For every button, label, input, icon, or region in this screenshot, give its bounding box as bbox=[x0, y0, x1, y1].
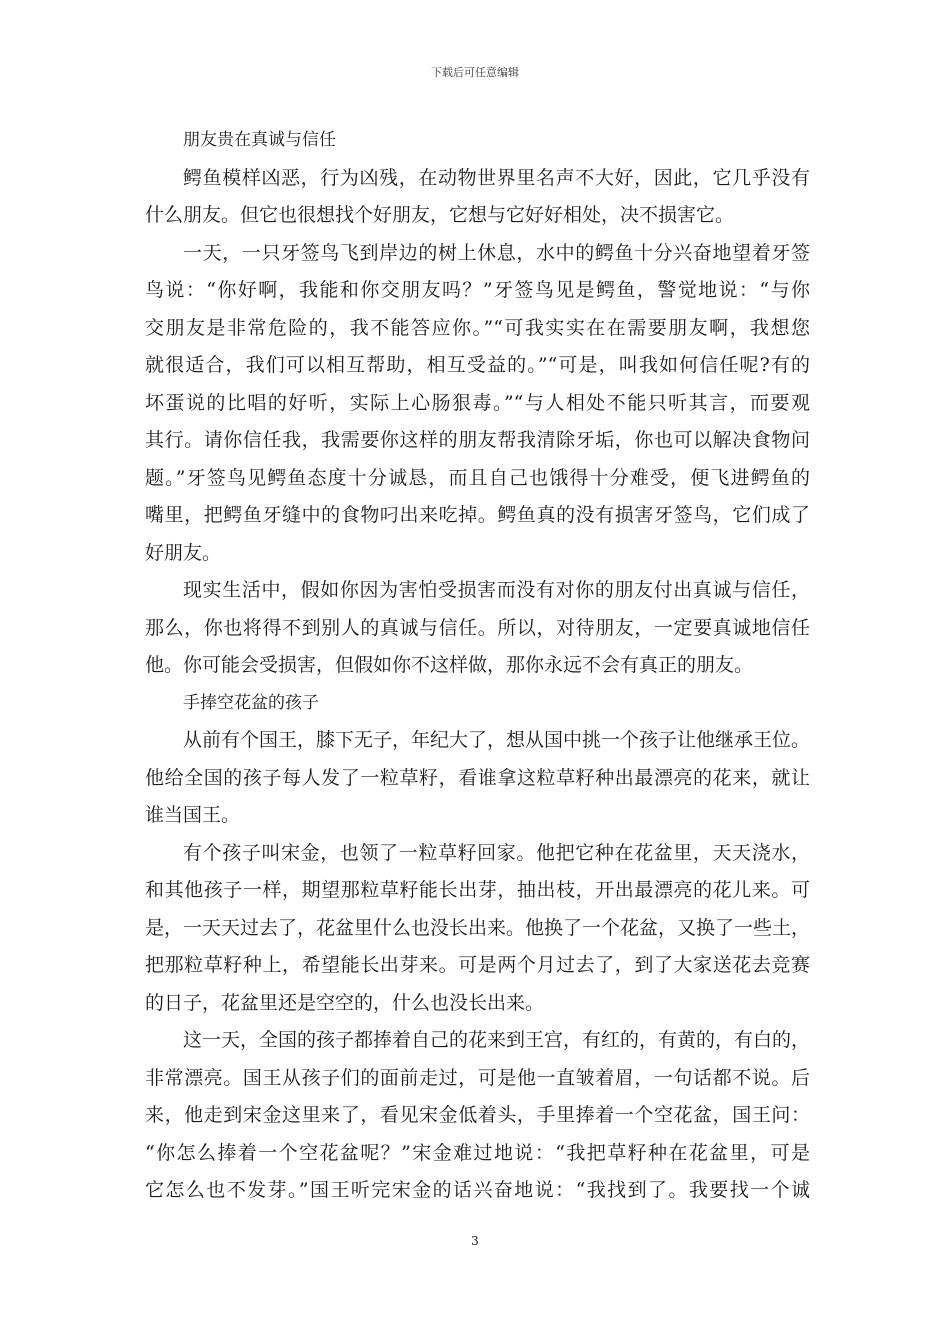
text-line: 他给全国的孩子每人发了一粒草籽，看谁拿这粒草籽种出最漂亮的花来，就让 bbox=[145, 766, 810, 789]
text-line: 的日子，花盆里还是空空的，什么也没长出来。 bbox=[145, 991, 545, 1014]
text-line: 交朋友是非常危险的，我不能答应你。”“可我实实在在需要朋友啊，我想您 bbox=[145, 316, 810, 339]
section-heading: 手捧空花盆的孩子 bbox=[183, 692, 319, 713]
text-line: 他。你可能会受损害，但假如你不这样做，那你永远不会有真正的朋友。 bbox=[145, 654, 754, 676]
text-line: 鳄鱼模样凶恶，行为凶残，在动物世界里名声不大好，因此，它几乎没有 bbox=[183, 166, 810, 189]
text-line: 从前有个国王，膝下无子，年纪大了，想从国中挑一个孩子让他继承王位。 bbox=[183, 729, 811, 751]
text-line: 嘴里，把鳄鱼牙缝中的食物叼出来吃掉。鳄鱼真的没有损害牙签鸟，它们成了 bbox=[145, 504, 810, 526]
text-line: 谁当国王。 bbox=[145, 804, 241, 826]
text-line: 就很适合，我们可以相互帮助，相互受益的。”“可是，叫我如何信任呢?有的 bbox=[145, 354, 810, 376]
text-line: 一天，一只牙签鸟飞到岸边的树上休息，水中的鳄鱼十分兴奋地望着牙签 bbox=[183, 241, 810, 264]
text-line: 坏蛋说的比唱的好听，实际上心肠狠毒。”“与人相处不能只听其言，而要观 bbox=[145, 391, 810, 414]
page-header: 下载后可任意编辑 bbox=[431, 66, 519, 79]
text-line: “你怎么捧着一个空花盆呢？”宋金难过地说：“我把草籽种在花盆里，可是 bbox=[145, 1141, 810, 1164]
text-line: 题。”牙签鸟见鳄鱼态度十分诚恳，而且自己也饿得十分难受，便飞进鳄鱼的 bbox=[145, 466, 810, 489]
text-line: 有个孩子叫宋金，也领了一粒草籽回家。他把它种在花盆里，天天浇水， bbox=[183, 841, 810, 864]
text-line: 和其他孩子一样，期望那粒草籽能长出芽，抽出枝，开出最漂亮的花儿来。可 bbox=[145, 879, 810, 901]
text-line: 那么，你也将得不到别人的真诚与信任。所以，对待朋友，一定要真诚地信任 bbox=[145, 616, 810, 639]
text-line: 来，他走到宋金这里来了，看见宋金低着头，手里捧着一个空花盆，国王问： bbox=[145, 1104, 810, 1126]
text-line: 什么朋友。但它也很想找个好朋友，它想与它好好相处，决不损害它。 bbox=[145, 204, 735, 226]
text-line: 这一天，全国的孩子都捧着自己的花来到王宫，有红的，有黄的，有白的， bbox=[183, 1029, 811, 1051]
text-line: 好朋友。 bbox=[145, 541, 222, 564]
text-line: 它怎么也不发芽。”国王听完宋金的话兴奋地说：“我找到了。我要找一个诚 bbox=[145, 1179, 810, 1201]
text-line: 鸟说：“你好啊，我能和你交朋友吗？”牙签鸟见是鳄鱼，警觉地说：“与你 bbox=[145, 279, 810, 301]
text-line: 非常漂亮。国王从孩子们的面前走过，可是他一直皱着眉，一句话都不说。后 bbox=[145, 1066, 810, 1089]
document-body bbox=[145, 122, 810, 1210]
page-number: 3 bbox=[471, 1234, 479, 1248]
text-line: 把那粒草籽种上，希望能长出芽来。可是两个月过去了，到了大家送花去竞赛 bbox=[145, 954, 810, 976]
text-line: 是，一天天过去了，花盆里什么也没长出来。他换了一个花盆，又换了一些土， bbox=[145, 916, 811, 939]
section-heading: 朋友贵在真诚与信任 bbox=[183, 130, 336, 150]
text-line: 其行。请你信任我，我需要你这样的朋友帮我清除牙垢，你也可以解决食物问 bbox=[145, 429, 810, 451]
text-line: 现实生活中，假如你因为害怕受损害而没有对你的朋友付出真诚与信任， bbox=[183, 579, 810, 601]
